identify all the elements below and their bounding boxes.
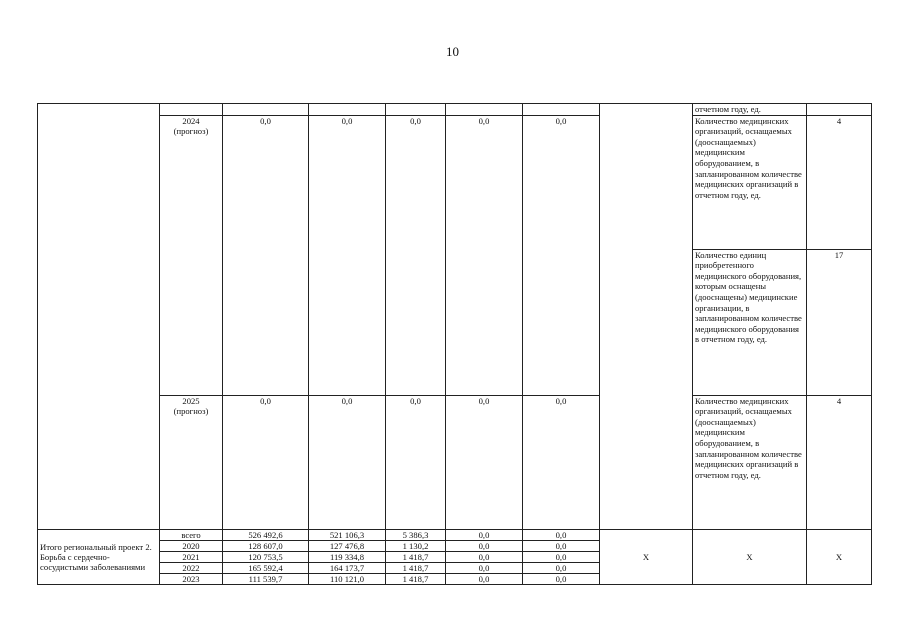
total-value: 0,0 bbox=[523, 540, 600, 551]
total-value: 5 386,3 bbox=[386, 529, 446, 540]
total-row-all bbox=[38, 529, 872, 540]
indicator-text: Количество медицинских организаций, оснащаемых (дооснащаемых) медицинским оборудованием, в запланированном количестве медицинских организаций в отчетном году, ед. bbox=[693, 115, 807, 249]
total-value: 526 492,6 bbox=[223, 529, 309, 540]
total-value: 119 334,8 bbox=[309, 551, 386, 562]
total-year: всего bbox=[160, 529, 223, 540]
year-note: (прогноз) bbox=[173, 126, 209, 137]
project-name-cell bbox=[38, 104, 160, 530]
total-value: 521 106,3 bbox=[309, 529, 386, 540]
value-cell: 0,0 bbox=[523, 115, 600, 395]
indicator-value: 4 bbox=[807, 395, 872, 529]
value-cell: 0,0 bbox=[386, 395, 446, 529]
total-value: 1 418,7 bbox=[386, 551, 446, 562]
total-value: 1 130,2 bbox=[386, 540, 446, 551]
total-year: 2022 bbox=[160, 562, 223, 573]
value-cell bbox=[523, 104, 600, 116]
year-cell bbox=[160, 395, 223, 529]
total-label: Итого региональный проект 2. Борьба с сердечно-сосудистыми заболеваниями bbox=[38, 529, 160, 584]
indicator-value: 17 bbox=[807, 249, 872, 395]
value-cell: 0,0 bbox=[223, 395, 309, 529]
year-cell bbox=[160, 104, 223, 116]
total-value: 0,0 bbox=[446, 529, 523, 540]
indicator-value: 4 bbox=[807, 115, 872, 249]
total-value: 127 476,8 bbox=[309, 540, 386, 551]
value-cell: 0,0 bbox=[523, 395, 600, 529]
total-value: 0,0 bbox=[523, 562, 600, 573]
value-cell: 0,0 bbox=[446, 395, 523, 529]
year-note: (прогноз) bbox=[173, 406, 209, 417]
indicator-text: Количество единиц приобретенного медицинского оборудования, которым оснащены (дооснащены) медицинские организации, в запланированном количестве медицинского оборудования в отчетном году, ед. bbox=[693, 249, 807, 395]
total-value: 1 418,7 bbox=[386, 573, 446, 584]
budget-table bbox=[37, 103, 872, 585]
total-year: 2023 bbox=[160, 573, 223, 584]
total-value: 0,0 bbox=[523, 529, 600, 540]
value-cell: 0,0 bbox=[309, 395, 386, 529]
total-value: 110 121,0 bbox=[309, 573, 386, 584]
value-cell bbox=[309, 104, 386, 116]
total-value: 0,0 bbox=[446, 551, 523, 562]
table-row-continuation bbox=[38, 104, 872, 116]
year-cell bbox=[160, 115, 223, 395]
total-value: 0,0 bbox=[446, 562, 523, 573]
table-row-2024 bbox=[38, 115, 872, 249]
total-value: 0,0 bbox=[523, 573, 600, 584]
year-label: 2025 bbox=[182, 395, 200, 406]
total-value: 0,0 bbox=[523, 551, 600, 562]
total-value: 0,0 bbox=[446, 573, 523, 584]
value-cell bbox=[386, 104, 446, 116]
total-value: 165 592,4 bbox=[223, 562, 309, 573]
x-mark: X bbox=[807, 529, 872, 584]
value-cell bbox=[223, 104, 309, 116]
page-number: 10 bbox=[446, 44, 459, 59]
value-cell: 0,0 bbox=[223, 115, 309, 395]
value-cell: 0,0 bbox=[446, 115, 523, 395]
indicator-value bbox=[807, 104, 872, 116]
value-cell: 0,0 bbox=[386, 115, 446, 395]
total-year: 2021 bbox=[160, 551, 223, 562]
total-value: 111 539,7 bbox=[223, 573, 309, 584]
total-value: 164 173,7 bbox=[309, 562, 386, 573]
total-value: 120 753,5 bbox=[223, 551, 309, 562]
total-value: 0,0 bbox=[446, 540, 523, 551]
value-cell: 0,0 bbox=[309, 115, 386, 395]
empty-merged-cell bbox=[600, 104, 693, 530]
total-value: 1 418,7 bbox=[386, 562, 446, 573]
indicator-text: Количество медицинских организаций, оснащаемых (дооснащаемых) медицинским оборудованием, в запланированном количестве медицинских организаций в отчетном году, ед. bbox=[693, 395, 807, 529]
total-year: 2020 bbox=[160, 540, 223, 551]
x-mark: X bbox=[693, 529, 807, 584]
value-cell bbox=[446, 104, 523, 116]
x-mark: X bbox=[600, 529, 693, 584]
year-label: 2024 bbox=[182, 115, 200, 126]
total-value: 128 607,0 bbox=[223, 540, 309, 551]
indicator-text: отчетном году, ед. bbox=[693, 104, 807, 116]
table-row-2025 bbox=[38, 395, 872, 529]
